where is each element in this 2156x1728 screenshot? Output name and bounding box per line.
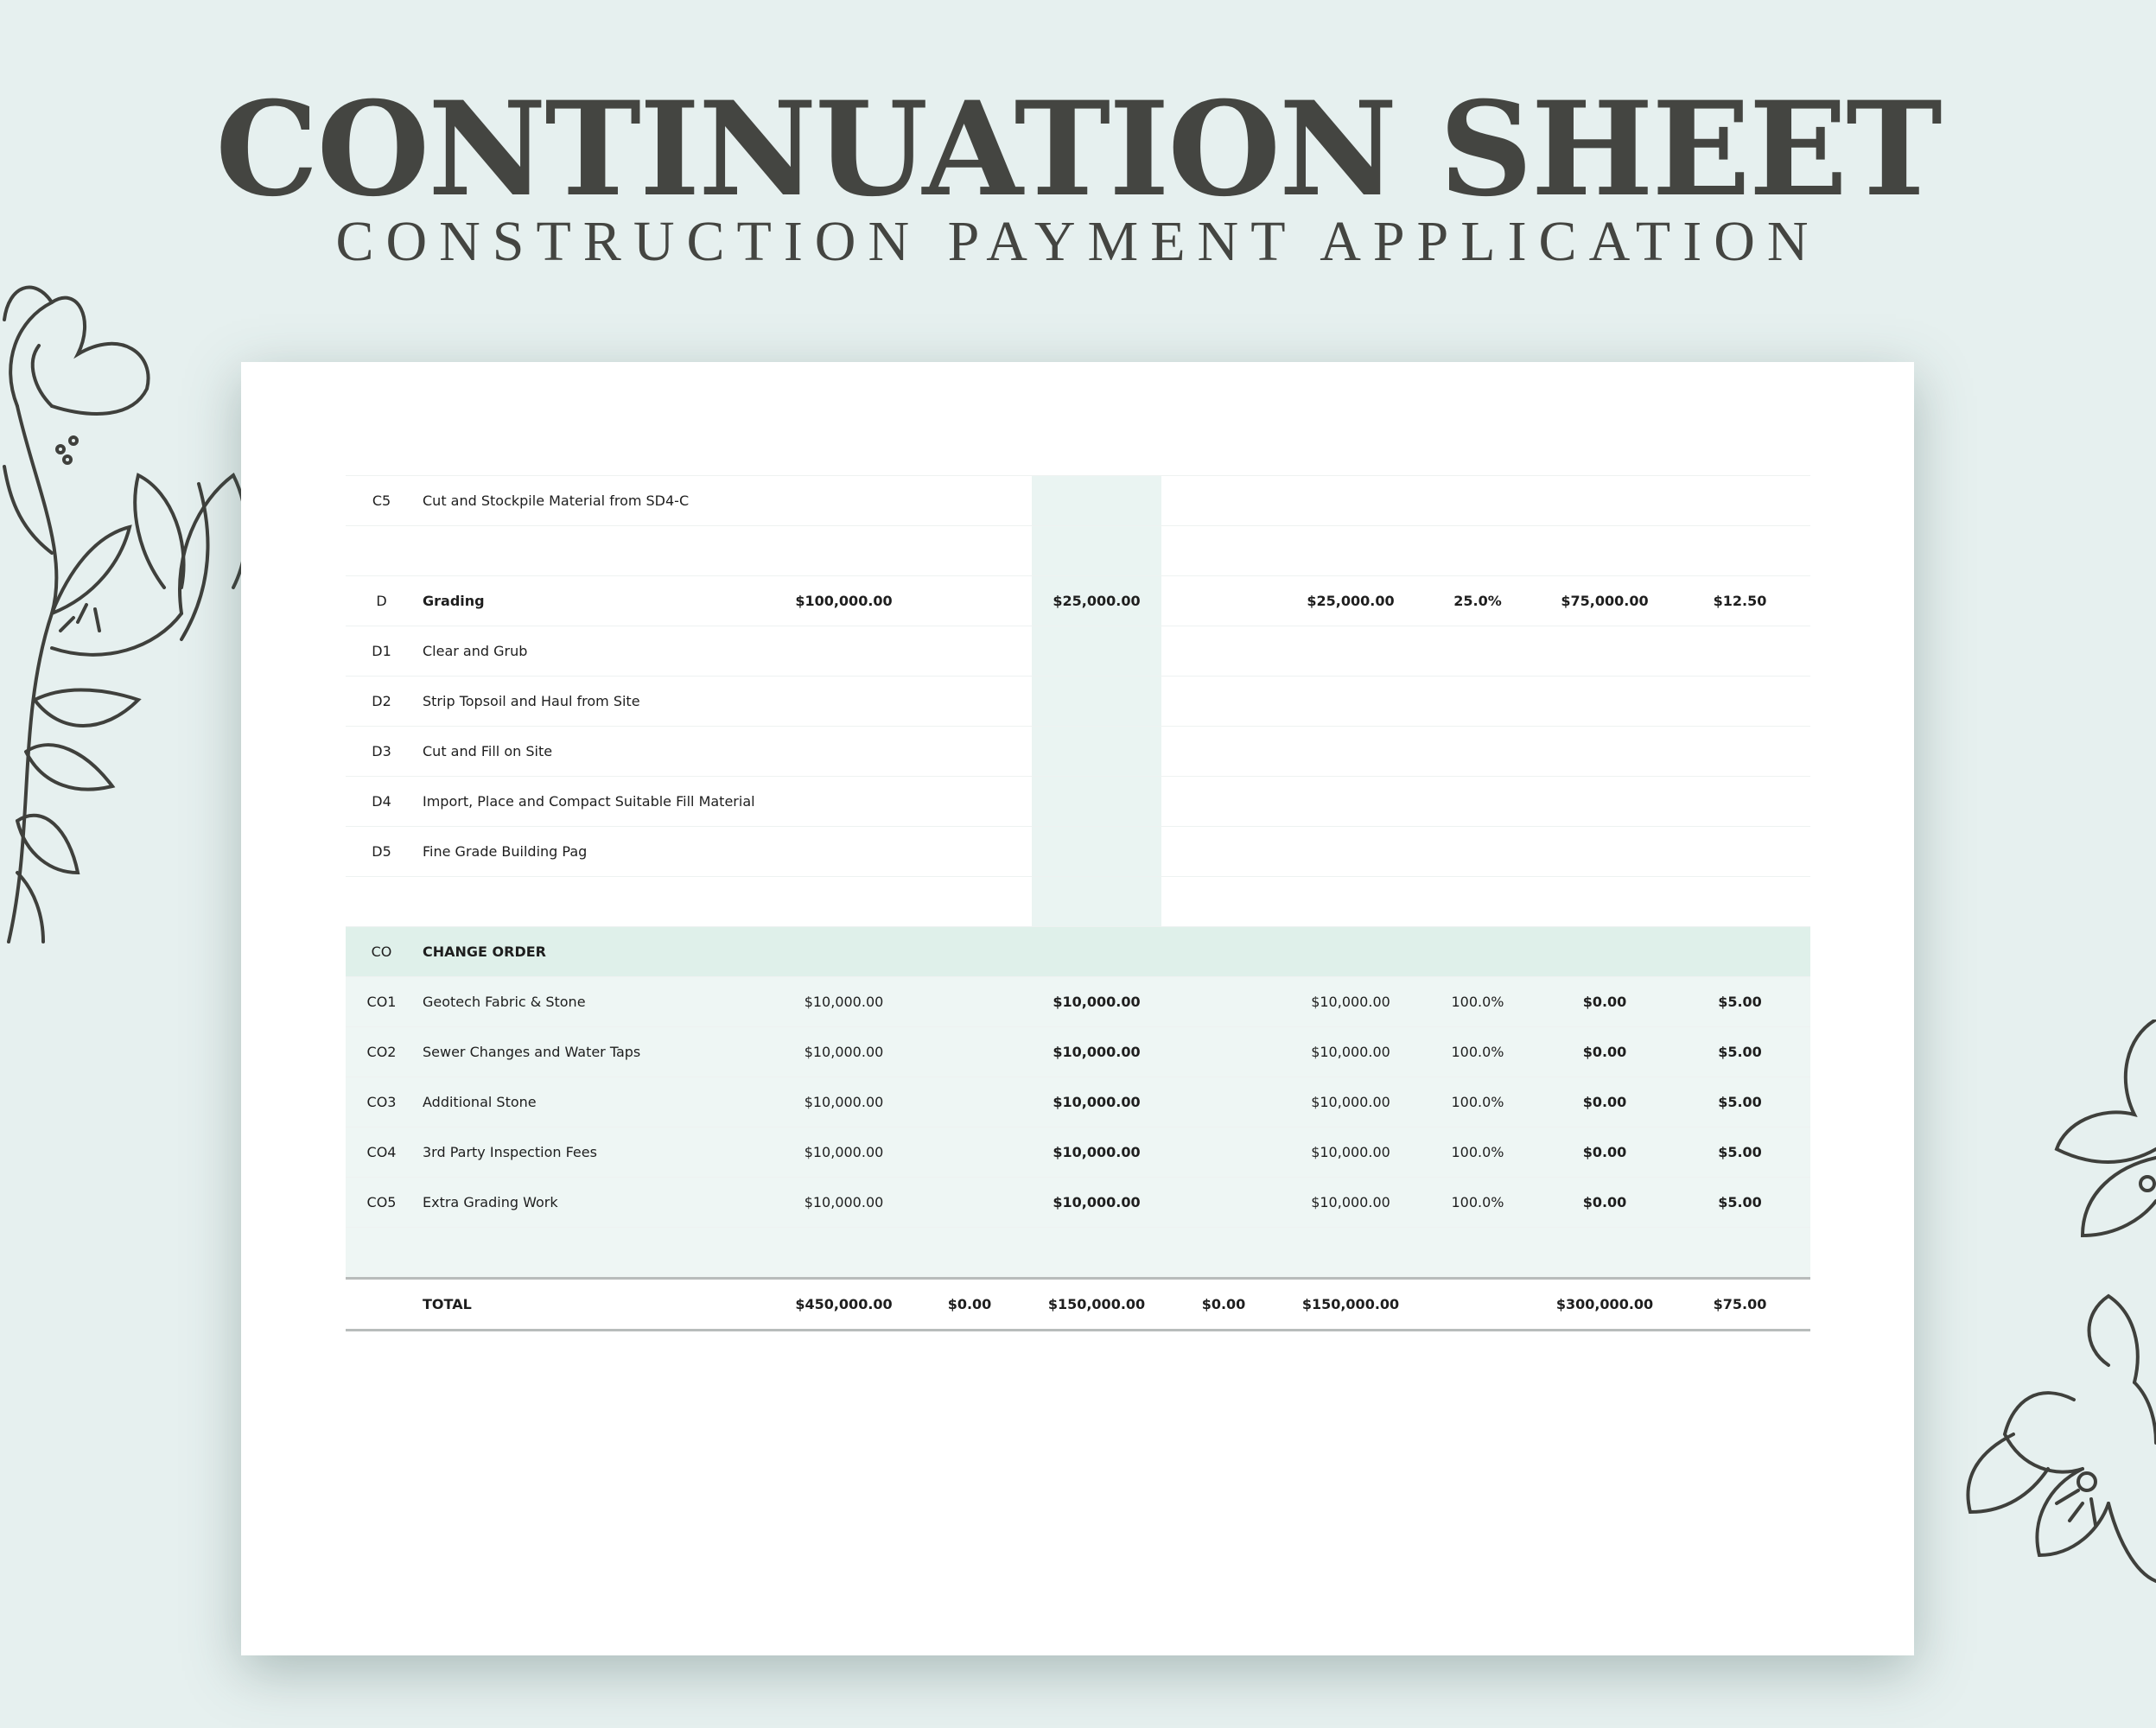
item-id: CO3 (346, 1077, 417, 1128)
total-scheduled-value: $450,000.00 (780, 1279, 907, 1331)
balance-to-finish: $0.00 (1540, 1077, 1669, 1128)
item-description: Sewer Changes and Water Taps (417, 1027, 780, 1077)
table-row (346, 626, 1810, 677)
percent-complete: 100.0% (1415, 1178, 1540, 1228)
balance-to-finish: $75,000.00 (1540, 576, 1669, 626)
item-id: D3 (346, 727, 417, 777)
this-period: $10,000.00 (1032, 1128, 1161, 1178)
item-id: D (346, 576, 417, 626)
total-previous-application: $0.00 (907, 1279, 1032, 1331)
table-row (346, 526, 1810, 576)
table-row (346, 677, 1810, 727)
total-completed: $10,000.00 (1286, 1178, 1415, 1228)
total-completed: $25,000.00 (1286, 576, 1415, 626)
item-id: CO2 (346, 1027, 417, 1077)
previous-application (907, 576, 1032, 626)
item-description: Fine Grade Building Pag (417, 827, 780, 877)
total-this-period: $150,000.00 (1032, 1279, 1161, 1331)
scheduled-value: $10,000.00 (780, 1077, 907, 1128)
change-order-header (346, 927, 1810, 977)
total-completed: $150,000.00 (1286, 1279, 1415, 1331)
total-retainage: $75.00 (1669, 1279, 1810, 1331)
item-id: D1 (346, 626, 417, 677)
continuation-table (346, 475, 1810, 1331)
percent-complete: 25.0% (1415, 576, 1540, 626)
this-period: $10,000.00 (1032, 1077, 1161, 1128)
retainage: $5.00 (1669, 1027, 1810, 1077)
scheduled-value: $10,000.00 (780, 1178, 907, 1228)
item-id: CO (346, 927, 417, 977)
item-id: D4 (346, 777, 417, 827)
scheduled-value: $10,000.00 (780, 1027, 907, 1077)
retainage: $5.00 (1669, 1077, 1810, 1128)
item-id: CO1 (346, 977, 417, 1027)
table-row (346, 576, 1810, 626)
continuation-sheet (241, 362, 1914, 1655)
table-row (346, 476, 1810, 526)
materials-stored (1161, 576, 1286, 626)
item-id: D5 (346, 827, 417, 877)
total-completed: $10,000.00 (1286, 1077, 1415, 1128)
item-description: Strip Topsoil and Haul from Site (417, 677, 780, 727)
floral-illustration-left (0, 268, 251, 950)
scheduled-value: $100,000.00 (780, 576, 907, 626)
total-label: TOTAL (417, 1279, 780, 1331)
this-period: $10,000.00 (1032, 1178, 1161, 1228)
this-period: $10,000.00 (1032, 977, 1161, 1027)
item-id: CO4 (346, 1128, 417, 1178)
total-balance-to-finish: $300,000.00 (1540, 1279, 1669, 1331)
percent-complete: 100.0% (1415, 977, 1540, 1027)
balance-to-finish: $0.00 (1540, 977, 1669, 1027)
percent-complete: 100.0% (1415, 1027, 1540, 1077)
retainage: $12.50 (1669, 576, 1810, 626)
table-row (346, 777, 1810, 827)
table-row (346, 1228, 1810, 1279)
change-order-row (346, 977, 1810, 1027)
total-completed: $10,000.00 (1286, 1027, 1415, 1077)
change-order-row (346, 1128, 1810, 1178)
balance-to-finish: $0.00 (1540, 1128, 1669, 1178)
this-period: $25,000.00 (1032, 576, 1161, 626)
change-order-row (346, 1178, 1810, 1228)
item-description: 3rd Party Inspection Fees (417, 1128, 780, 1178)
page-subtitle: CONSTRUCTION PAYMENT APPLICATION (335, 210, 1821, 273)
item-description: Grading (417, 576, 780, 626)
item-description: Geotech Fabric & Stone (417, 977, 780, 1027)
this-period: $10,000.00 (1032, 1027, 1161, 1077)
floral-illustration-right (1910, 1020, 2156, 1642)
balance-to-finish: $0.00 (1540, 1027, 1669, 1077)
balance-to-finish: $0.00 (1540, 1178, 1669, 1228)
percent-complete: 100.0% (1415, 1077, 1540, 1128)
retainage: $5.00 (1669, 1128, 1810, 1178)
page-title: CONTINUATION SHEET (215, 73, 1941, 226)
item-id: D2 (346, 677, 417, 727)
table-row (346, 727, 1810, 777)
retainage: $5.00 (1669, 1178, 1810, 1228)
item-description: Additional Stone (417, 1077, 780, 1128)
item-description: Import, Place and Compact Suitable Fill Material (417, 777, 780, 827)
total-completed: $10,000.00 (1286, 1128, 1415, 1178)
section-label: CHANGE ORDER (417, 927, 780, 977)
scheduled-value: $10,000.00 (780, 977, 907, 1027)
total-row (346, 1279, 1810, 1331)
change-order-row (346, 1077, 1810, 1128)
item-description: Clear and Grub (417, 626, 780, 677)
table-row (346, 827, 1810, 877)
item-id: C5 (346, 476, 417, 526)
item-description: Cut and Stockpile Material from SD4-C (417, 476, 780, 526)
retainage: $5.00 (1669, 977, 1810, 1027)
total-completed: $10,000.00 (1286, 977, 1415, 1027)
percent-complete: 100.0% (1415, 1128, 1540, 1178)
scheduled-value: $10,000.00 (780, 1128, 907, 1178)
item-description: Extra Grading Work (417, 1178, 780, 1228)
table-row (346, 877, 1810, 927)
change-order-row (346, 1027, 1810, 1077)
total-materials-stored: $0.00 (1161, 1279, 1286, 1331)
item-id: CO5 (346, 1178, 417, 1228)
item-description: Cut and Fill on Site (417, 727, 780, 777)
